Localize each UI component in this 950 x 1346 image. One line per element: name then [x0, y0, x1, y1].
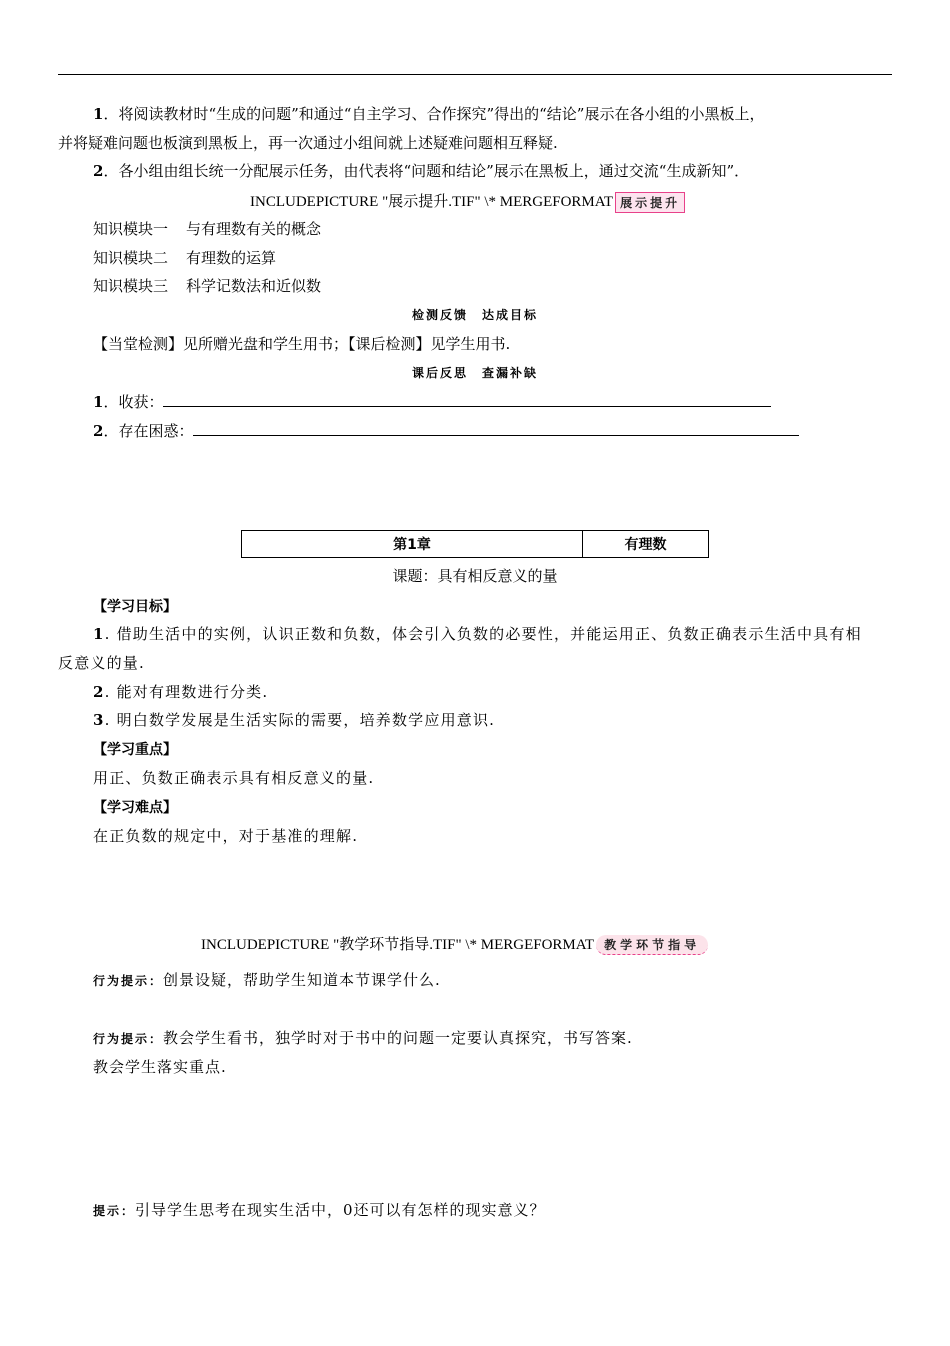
show-improve-badge: 展示提升: [615, 192, 685, 213]
module-text: 与有理数有关的概念: [186, 220, 322, 238]
hint-2-extra: 教会学生落实重点.: [93, 1058, 227, 1076]
gain-label: ．收获：: [103, 393, 164, 411]
confusion-label: ．存在困惑：: [103, 422, 194, 440]
gain-number: 1: [93, 393, 104, 411]
lesson-title: 课题：具有相反意义的量: [392, 567, 558, 585]
chapter-title: 有理数: [583, 531, 709, 558]
goal-text: . 能对有理数进行分类.: [104, 683, 269, 701]
goals-heading: 【学习目标】: [93, 599, 177, 615]
confusion-number: 2: [93, 422, 104, 440]
gain-line: [93, 391, 771, 412]
difficulty-text: 在正负数的规定中，对于基准的理解.: [93, 827, 359, 845]
hint-3: [93, 1199, 546, 1220]
goal-1-line-1: [93, 623, 862, 644]
paragraph-2-text: ．各小组由组长统一分配展示任务，由代表将“问题和结论”展示在黑板上，通过交流“生成新知”．: [103, 162, 750, 180]
teaching-guide-badge: 教学环节指导: [596, 935, 708, 955]
hint-text: 教会学生看书，独学时对于书中的问题一定要认真探究，书写答案.: [163, 1029, 633, 1047]
paragraph-2: [93, 160, 749, 181]
module-label: 知识模块三: [93, 277, 169, 295]
paragraph-1-text: ．将阅读教材时“生成的问题”和通过“自主学习、合作探究”得出的“结论”展示在各小组的小黑板上，: [103, 105, 765, 123]
hint-text: 创景设疑，帮助学生知道本节课学什么.: [163, 971, 441, 989]
chapter-number: 第1章: [242, 531, 583, 558]
goal-3: [93, 709, 495, 730]
paragraph-1-line-1: [93, 103, 764, 124]
hint-text: 引导学生思考在现实生活中，0还可以有怎样的现实意义？: [135, 1201, 546, 1219]
hint-label: 行为提示：: [93, 974, 164, 988]
goal-1-line-2: 反意义的量.: [58, 654, 145, 672]
module-3: [93, 275, 321, 296]
include-picture-code: INCLUDEPICTURE "展示提升.TIF" \* MERGEFORMAT: [250, 194, 614, 210]
include-picture-guide: [201, 933, 708, 955]
goal-number: 1: [93, 625, 105, 643]
module-label: 知识模块一: [93, 220, 169, 238]
paragraph-1-number: 1: [93, 105, 104, 123]
hint-label: 行为提示：: [93, 1032, 164, 1046]
feedback-line: 【当堂检测】见所赠光盘和学生用书；【课后检测】见学生用书.: [93, 335, 511, 353]
include-picture-code: INCLUDEPICTURE "教学环节指导.TIF" \* MERGEFORMAT: [201, 937, 595, 953]
module-text: 科学记数法和近似数: [186, 277, 322, 295]
hint-label: 提示：: [93, 1204, 136, 1218]
top-rule: [58, 74, 892, 75]
goal-number: 2: [93, 683, 105, 701]
goal-2: [93, 681, 268, 702]
include-picture-show: [250, 190, 685, 213]
module-label: 知识模块二: [93, 249, 169, 267]
key-points-text: 用正、负数正确表示具有相反意义的量.: [93, 769, 375, 787]
feedback-title: 检测反馈 达成目标: [411, 308, 538, 322]
module-2: [93, 247, 276, 268]
key-points-heading: 【学习重点】: [93, 742, 177, 758]
hint-2: [93, 1027, 633, 1048]
confusion-line: [93, 420, 799, 441]
module-1: [93, 218, 321, 239]
gain-blank[interactable]: [163, 392, 771, 407]
difficulty-heading: 【学习难点】: [93, 800, 177, 816]
confusion-blank[interactable]: [193, 421, 799, 436]
hint-1: [93, 969, 441, 990]
paragraph-1-line-2: 并将疑难问题也板演到黑板上，再一次通过小组间就上述疑难问题相互释疑.: [58, 134, 558, 152]
reflection-title: 课后反思 查漏补缺: [411, 366, 538, 380]
paragraph-2-number: 2: [93, 162, 104, 180]
module-text: 有理数的运算: [186, 249, 277, 267]
chapter-header-table: [241, 530, 709, 558]
goal-text: . 明白数学发展是生活实际的需要，培养数学应用意识.: [104, 711, 496, 729]
goal-text: . 借助生活中的实例，认识正数和负数，体会引入负数的必要性，并能运用正、负数正确表示生活中具有相: [104, 625, 862, 643]
goal-number: 3: [93, 711, 105, 729]
